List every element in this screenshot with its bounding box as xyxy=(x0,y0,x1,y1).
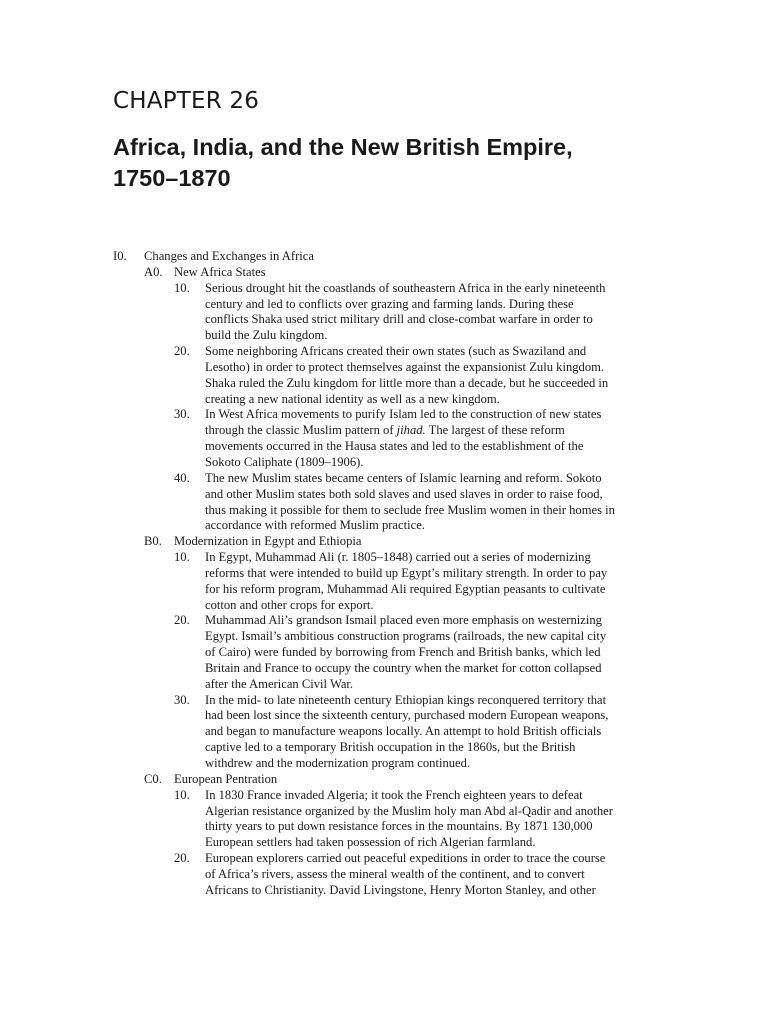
text-line: withdrew and the modernization program continued. xyxy=(205,756,471,770)
text-segment: The largest of these reform xyxy=(425,423,565,438)
text-line: of Africa’s rivers, assess the mineral wealth of the continent, and to convert xyxy=(205,866,585,881)
outline-item xyxy=(0,851,768,899)
outline-number: B0. xyxy=(144,534,162,549)
outline-number: I0. xyxy=(113,249,127,263)
outline-section-A0 xyxy=(0,265,768,281)
text-line: for his reform program, Muhammad Ali required Egyptian peasants to cultivate xyxy=(205,581,606,596)
text-line: and began to manufacture weapons locally. An attempt to hold British officials xyxy=(205,724,602,739)
text-line: thus making it possible for them to seclude free Muslim women in their homes in xyxy=(205,502,615,517)
text-line: thirty years to put down resistance forces in the mountains. By 1871 130,000 xyxy=(205,819,593,834)
outline-heading-I0 xyxy=(0,249,768,265)
outline-item-text xyxy=(205,851,657,899)
text-line: The new Muslim states became centers of Islamic learning and reform. Sokoto xyxy=(205,470,602,485)
outline-number: 10. xyxy=(174,550,190,565)
text-line: Egypt. Ismail’s ambitious construction programs (railroads, the new capital city xyxy=(205,629,607,644)
outline-number: 20. xyxy=(174,344,190,359)
outline-item xyxy=(0,281,768,344)
text-line: creating a new national identity as well as a new kingdom. xyxy=(205,391,500,406)
text-line: and other Muslim states both sold slaves and used slaves in order to raise food, xyxy=(205,486,603,501)
outline-item xyxy=(0,344,768,407)
outline-item-text xyxy=(205,550,657,613)
text-line: Lesotho) in order to protect themselves against the expansionist Zulu kingdom. xyxy=(205,359,605,374)
text-line: after the American Civil War. xyxy=(205,676,354,691)
text-line: movements occurred in the Hausa states and led to the establishment of the xyxy=(205,439,584,454)
text-line: conflicts Shaka used strict military drill and close-combat warfare in order to xyxy=(205,312,593,327)
outline-number: 30. xyxy=(174,407,190,422)
text-line: Shaka ruled the Zulu kingdom for little more than a decade, but he succeeded in xyxy=(205,375,609,390)
chapter-title-line: 1750–1870 xyxy=(113,165,231,191)
text-line: reforms that were intended to build up Egypt’s military strength. In order to pay xyxy=(205,565,608,580)
outline-item xyxy=(0,407,768,470)
text-line: European settlers had taken possession of rich Algerian farmland. xyxy=(205,835,536,850)
text-line: cotton and other crops for export. xyxy=(205,597,374,612)
outline-item xyxy=(0,613,768,692)
outline-item xyxy=(0,788,768,851)
outline-item-text xyxy=(205,344,657,407)
outline-number: 10. xyxy=(174,280,190,295)
text-line: century and led to conflicts over grazing and farming lands. During these xyxy=(205,296,574,311)
text-line-mixed xyxy=(205,423,657,439)
chapter-title-line: Africa, India, and the New British Empire, xyxy=(113,134,573,160)
outline-item xyxy=(0,471,768,534)
outline-number: 40. xyxy=(174,470,190,485)
text-line: In West Africa movements to purify Islam led to the construction of new states xyxy=(205,407,602,422)
text-line: had been lost since the sixteenth century, purchased modern European weapons, xyxy=(205,708,609,723)
outline-number: A0. xyxy=(144,264,163,279)
outline-section-label: European Pentration xyxy=(174,771,278,786)
outline-number: 20. xyxy=(174,851,190,866)
outline-item-text xyxy=(205,788,657,851)
outline-item-text xyxy=(205,407,657,470)
text-line: Algerian resistance organized by the Muslim holy man Abd al-Qadir and another xyxy=(205,803,613,818)
text-line: accordance with reformed Muslim practice. xyxy=(205,518,425,533)
outline-number: 20. xyxy=(174,613,190,628)
outline-item-text xyxy=(205,281,657,344)
outline-number: 10. xyxy=(174,787,190,802)
text-line: Some neighboring Africans created their own states (such as Swaziland and xyxy=(205,344,587,359)
outline-number: 30. xyxy=(174,692,190,707)
text-line: Sokoto Caliphate (1809–1906). xyxy=(205,454,364,469)
text-line: Africans to Christianity. David Livingstone, Henry Morton Stanley, and other xyxy=(205,882,596,897)
text-line: In Egypt, Muhammad Ali (r. 1805–1848) carried out a series of modernizing xyxy=(205,550,591,565)
text-line: of Cairo) were funded by borrowing from French and British banks, which led xyxy=(205,645,601,660)
outline-item xyxy=(0,693,768,772)
outline-item-text xyxy=(205,613,657,692)
text-segment: through the classic Muslim pattern of xyxy=(205,423,397,438)
outline-item-text xyxy=(205,693,657,772)
outline-item-text xyxy=(205,471,657,534)
outline-section-label: Modernization in Egypt and Ethiopia xyxy=(174,534,362,549)
text-line: In 1830 France invaded Algeria; it took the French eighteen years to defeat xyxy=(205,787,583,802)
outline-section-B0 xyxy=(0,534,768,550)
outline-section-label: New Africa States xyxy=(174,264,266,279)
chapter-title xyxy=(113,132,673,194)
text-line: In the mid- to late nineteenth century Ethiopian kings reconquered territory that xyxy=(205,692,607,707)
outline-item xyxy=(0,550,768,613)
text-line: Serious drought hit the coastlands of southeastern Africa in the early nineteenth xyxy=(205,280,606,295)
text-line: captive led to a temporary British occupation in the 1860s, but the British xyxy=(205,740,576,755)
text-line: European explorers carried out peaceful expeditions in order to trace the course xyxy=(205,851,606,866)
outline-section-C0 xyxy=(0,772,768,788)
outline-number: C0. xyxy=(144,771,162,786)
text-line: build the Zulu kingdom. xyxy=(205,328,328,343)
italic-term: jihad. xyxy=(396,423,426,438)
chapter-label: CHAPTER 26 xyxy=(113,88,260,114)
text-line: Muhammad Ali’s grandson Ismail placed even more emphasis on westernizing xyxy=(205,613,602,628)
chapter-outline xyxy=(0,249,768,899)
outline-heading-label: Changes and Exchanges in Africa xyxy=(144,249,314,263)
text-line: Britain and France to occupy the country when the market for cotton collapsed xyxy=(205,660,602,675)
